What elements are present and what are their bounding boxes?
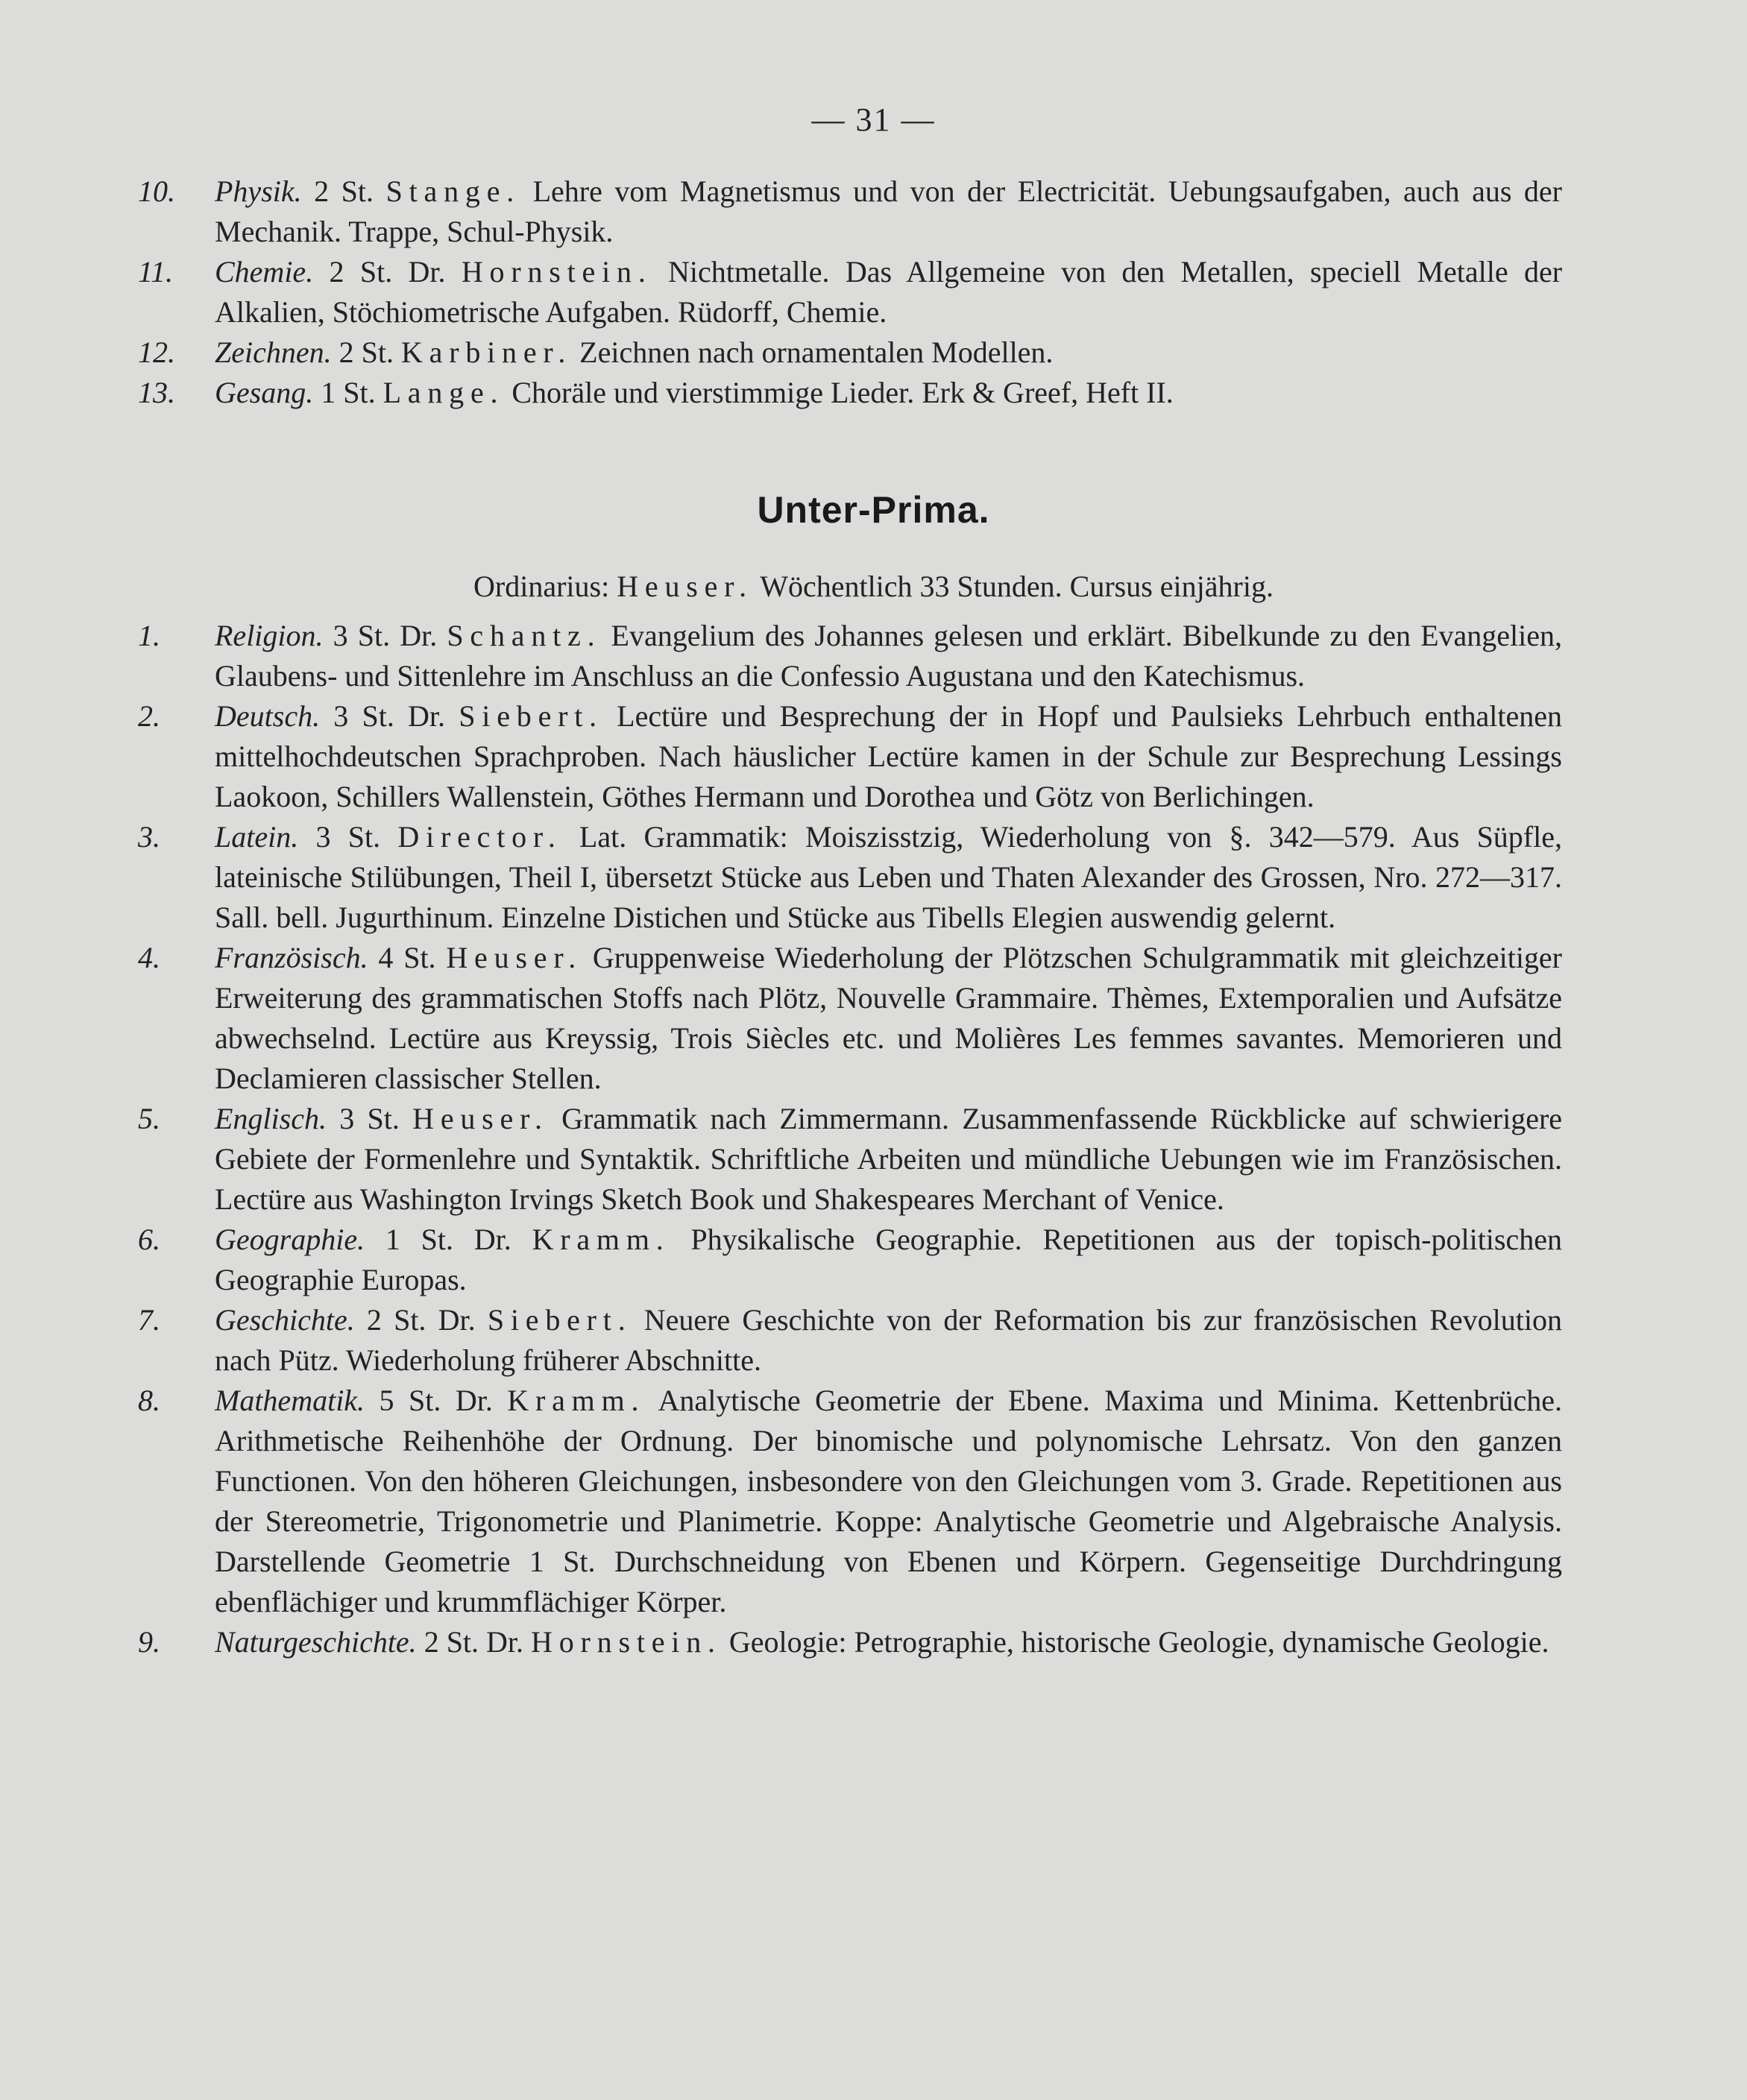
entry-hours: 3 St. <box>315 820 381 854</box>
section-heading: Unter-Prima. <box>757 489 990 531</box>
entry-hours: 4 St. <box>378 941 436 974</box>
entry-number: 8. <box>138 1384 160 1417</box>
entry-text: Neuere Geschichte von der Reformation bis zur französischen Revolution nach Pütz. Wiederholung früherer Abschnitte. <box>215 1303 1563 1377</box>
entry-subject: Latein. <box>215 820 299 854</box>
entry-teacher: Siebert. <box>459 699 603 733</box>
entry-teacher: Director. <box>397 820 562 854</box>
entry-subject: Gesang. <box>215 376 314 409</box>
entry-number: 7. <box>138 1303 160 1337</box>
entry-teacher: Hornstein. <box>461 255 652 288</box>
entry-text: Zeichnen nach ornamentalen Modellen. <box>579 335 1054 369</box>
entry-text: Gruppenweise Wiederholung der Plötzschen Schulgrammatik mit gleichzeitiger Erweiterung des grammatischen Stoffs nach Plötz, Nouvelle Grammaire. Thèmes, Extemporalien und Aufsätze abwechselnd. Lectüre aus Kreyssig, Trois Siècles etc. und Molières Les femmes savantes. Memorieren und Declamieren classischer Stellen. <box>215 941 1563 1095</box>
unterprima-entries <box>138 616 1562 1662</box>
entry-number: 4. <box>138 941 160 974</box>
entry-hours: 2 St. <box>329 255 393 288</box>
entry-gesang <box>138 373 1562 413</box>
entry-number: 9. <box>138 1625 160 1659</box>
entry-number: 11. <box>138 255 174 288</box>
entry-latein <box>138 817 1562 938</box>
entry-teacher: Hornstein. <box>531 1625 722 1659</box>
entry-hours: 3 St. <box>333 619 391 652</box>
entry-subject: Geographie. <box>215 1223 365 1256</box>
entry-deutsch <box>138 696 1562 817</box>
entry-text: Analytische Geometrie der Ebene. Maxima und Minima. Kettenbrüche. Arithmetische Reihenhöhe der Ordnung. Der binomische und polynomische Lehrsatz. Von den ganzen Functionen. Von den höheren Gleichungen, insbesondere von den Gleichungen vom 3. Grade. Repetitionen aus der Stereometrie, Trigonometrie und Planimetrie. Koppe: Analytische Geometrie und Algebraische Analysis. Darstellende Geometrie 1 St. Durchschneidung von Ebenen und Körpern. Gegenseitige Durchdringung ebenflächiger und krummflächiger Körper. <box>215 1384 1563 1618</box>
entry-subject: Französisch. <box>215 941 368 974</box>
top-entries <box>138 171 1562 413</box>
entry-text: Physikalische Geographie. Repetitionen aus der topisch-politischen Geographie Europas. <box>215 1223 1562 1296</box>
entry-hours: 5 St. <box>379 1384 441 1417</box>
entry-title: Dr. <box>408 699 446 733</box>
entry-hours: 2 St. <box>339 335 394 369</box>
entry-text: Lehre vom Magnetismus und von der Electricität. Uebungsaufgaben, auch aus der Mechanik. Trappe, Schul-Physik. <box>215 174 1563 248</box>
ordinarius-label: Ordinarius: <box>473 570 610 603</box>
entry-text: Nichtmetalle. Das Allgemeine von den Metallen, speciell Metalle der Alkalien, Stöchiometrische Aufgaben. Rüdorff, Chemie. <box>215 255 1563 329</box>
entry-teacher: Siebert. <box>487 1303 632 1337</box>
entry-teacher: Stange. <box>385 174 521 208</box>
entry-hours: 2 St. <box>314 174 374 208</box>
entry-teacher: Schantz. <box>447 619 602 652</box>
entry-hours: 3 St. <box>333 699 394 733</box>
entry-number: 3. <box>138 820 160 854</box>
entry-teacher: Karbiner. <box>400 335 573 369</box>
entry-text: Choräle und vierstimmige Lieder. Erk & Greef, Heft II. <box>511 376 1174 409</box>
entry-number: 6. <box>138 1223 160 1256</box>
entry-title: Dr. <box>438 1303 476 1337</box>
entry-zeichnen <box>138 332 1562 373</box>
entry-number: 5. <box>138 1102 160 1135</box>
entry-subject: Zeichnen. <box>215 335 332 369</box>
entry-englisch <box>138 1099 1562 1220</box>
entry-geschichte <box>138 1300 1562 1381</box>
entry-physik <box>138 171 1562 252</box>
entry-teacher: Lange. <box>383 376 505 409</box>
entry-subject: Naturgeschichte. <box>215 1625 417 1659</box>
entry-teacher: Heuser. <box>446 941 583 974</box>
entry-number: 12. <box>138 335 175 369</box>
entry-number: 10. <box>138 174 175 208</box>
entry-hours: 1 St. <box>321 376 376 409</box>
entry-hours: 2 St. <box>424 1625 479 1659</box>
entry-teacher: Kramm. <box>532 1223 670 1256</box>
entry-subject: Mathematik. <box>215 1384 365 1417</box>
entry-text: Lectüre und Besprechung der in Hopf und Paulsieks Lehrbuch enthaltenen mittelhochdeutschen Sprachproben. Nach häuslicher Lectüre kamen in der Schule zur Besprechung Lessings Laokoon, Schillers Wallenstein, Göthes Hermann und Dorothea und Götz von Berlichingen. <box>215 699 1563 813</box>
entry-subject: Englisch. <box>215 1102 327 1135</box>
entry-religion <box>138 616 1562 696</box>
entry-hours: 2 St. <box>366 1303 426 1337</box>
entry-mathematik <box>138 1381 1562 1622</box>
entry-text: Grammatik nach Zimmermann. Zusammenfassende Rückblicke auf schwierigere Gebiete der Formenlehre und Syntaktik. Schriftliche Arbeiten und mündliche Uebungen wie im Französischen. Lectüre aus Washington Irvings Sketch Book und Shakespeares Merchant of Venice. <box>215 1102 1563 1216</box>
entry-title: Dr. <box>486 1625 524 1659</box>
entry-chemie <box>138 252 1562 332</box>
entry-title: Dr. <box>455 1384 493 1417</box>
entry-number: 13. <box>138 376 175 409</box>
entry-teacher: Kramm. <box>507 1384 646 1417</box>
entry-title: Dr. <box>400 619 438 652</box>
entry-text: Evangelium des Johannes gelesen und erklärt. Bibelkunde zu den Evangelien, Glaubens- und Sittenlehre im Anschluss an die Confessio Augustana und den Katechismus. <box>215 619 1563 693</box>
page-number: — 31 — <box>811 101 936 138</box>
entry-subject: Religion. <box>215 619 324 652</box>
entry-subject: Chemie. <box>215 255 314 288</box>
entry-franzoesisch <box>138 938 1562 1099</box>
entry-title: Dr. <box>473 1223 511 1256</box>
entry-text: Geologie: Petrographie, historische Geologie, dynamische Geologie. <box>728 1625 1549 1659</box>
entry-title: Dr. <box>408 255 446 288</box>
ordinarius-name: Heuser. <box>617 570 753 603</box>
entry-hours: 1 St. <box>385 1223 453 1256</box>
entry-teacher: Heuser. <box>412 1102 549 1135</box>
entry-naturgeschichte <box>138 1622 1562 1662</box>
entry-number: 1. <box>138 619 160 652</box>
entry-geographie <box>138 1220 1562 1300</box>
ordinarius-line <box>0 567 1747 607</box>
entry-subject: Geschichte. <box>215 1303 355 1337</box>
entry-number: 2. <box>138 699 160 733</box>
entry-hours: 3 St. <box>339 1102 400 1135</box>
entry-text: Lat. Grammatik: Moiszisstzig, Wiederholung von §. 342—579. Aus Süpfle, lateinische Stilübungen, Theil I, übersetzt Stücke aus Leben und Thaten Alexander des Grossen, Nro. 272—317. Sall. bell. Jugurthinum. Einzelne Distichen und Stücke aus Tibells Elegien auswendig gelernt. <box>215 820 1562 934</box>
entry-subject: Deutsch. <box>215 699 321 733</box>
entry-subject: Physik. <box>215 174 302 208</box>
ordinarius-rest: Wöchentlich 33 Stunden. Cursus einjährig. <box>760 570 1274 603</box>
